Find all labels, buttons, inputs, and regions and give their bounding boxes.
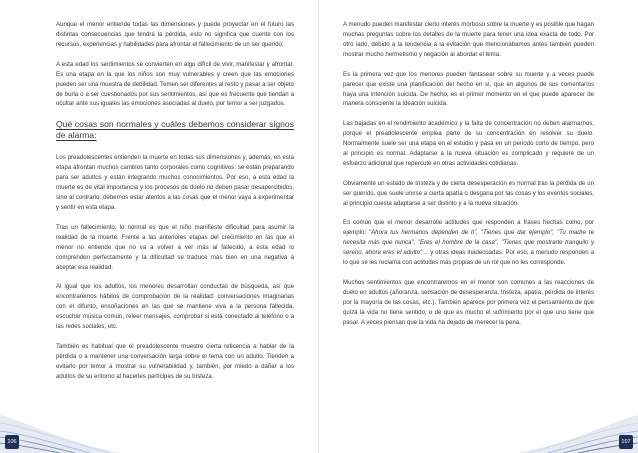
- section-heading: Qué cosas son normales y cuáles debemos considerar signos de alarma:: [56, 119, 294, 141]
- right-paragraph-2: Es la primera vez que los menores pueden fantasear sobre su muerte y a veces puede parecer que existe una planificación del hecho en sí, que en algunos de sus comentarios haya una intención suicida. De hecho, es el primer momento en el que puede aparecer de manera consciente la ideación suicida.: [343, 70, 594, 108]
- page-number-right: 107: [619, 435, 633, 449]
- wave-decoration-left: [0, 393, 130, 453]
- page-number-left: 106: [5, 435, 19, 449]
- left-paragraph-3: Los preadolescentes entienden la muerte en todas sus dimensiones y, además, en esta etapa afrontan muchos cambios tanto corporales como cognitivos: se están preparando para ser adultos y están integrando muchos conocimientos. Por eso, a esta edad la muerte es de vital importancia y los procesos de duelo no deben pasar desapercibidos, sino al contrario: debemos estar atentos a las cosas que el menor vaya a experimentar y sentir en esta etapa.: [56, 154, 294, 211]
- left-paragraph-4: Tras un fallecimiento, lo normal es que el niño manifieste dificultad para asumir la realidad de la muerte. Frente a las anteriores etapas del crecimiento en las que el menor no entiende que no va a volver a ver más al fallecido, a esta edad lo comprenden perfectamente y la dificultad se traduce más bien en una negativa a aceptar esa realidad.: [56, 223, 294, 271]
- right-page: [319, 0, 638, 453]
- right-paragraph-5: [343, 218, 594, 268]
- p5-quotes: "Ahora tus hermanos dependen de ti", "Tienes que dar ejemplo", "Tu madre te necesita más que nunca", "Eres el hombre de la casa", "Tienes que mostrarte tranquilo y sereno, ahora eres el adulto"…: [343, 229, 594, 257]
- right-paragraph-4: Obviamente un estado de tristeza y de cierta desesperación es normal tras la pérdida de un ser querido, que suele unirse a cierta apatía o desgana por las cosas y los eventos sociales, al principio cuesta adaptarse a ser distinto y a la nueva situación.: [343, 179, 594, 207]
- p5-intro: Es común que el menor desarrolle actitudes que responden a frases hechas como, por ejemplo:: [343, 219, 594, 237]
- left-paragraph-5: Al igual que los adultos, los menores desarrollan conductas de búsqueda, así que encontraremos hábitos de comprobación de la realidad: conversaciones imaginarias con el difunto, ensoñaciones en las que se mantiene viva a la persona fallecida, escuchar música común, releer mensajes, comprobar si está conectado al teléfono o a las redes sociales, etc.: [56, 283, 294, 331]
- left-text-column: [56, 20, 294, 391]
- left-paragraph-2: A esta edad los sentimientos se convierten en algo difícil de vivir, manifestar y afrontar. Es una etapa en la que los niños son muy vulnerables y creen que las emociones pueden ser una muestra de debilidad. Temen ser diferentes al resto y pasar a ser objeto de burla o a ser cuestionados por sus sentimientos, así que es frecuente que tiendan a ocultar ante sus iguales las emociones asociadas al duelo, por temor a ser juzgados.: [56, 60, 294, 108]
- right-paragraph-1: A menudo pueden manifestar cierto interés morboso sobre la muerte y es posible que hagan muchas preguntas sobre los detalles de la muerte para tener una idea exacta de todo. Por otro lado, debido a la tendencia a la evitación que mencionábamos antes también pueden mostrar mucho hermetismo y negación al abordar el tema.: [343, 21, 594, 58]
- left-paragraph-6: También es habitual que el preadolescente muestre cierta reticencia a hablar de la pérdida o a mantener una conversación larga sobre el tema con un adulto. Tienden a evitarlo por temor a mostrar su vulnerabilidad y, también, por miedo a dañar a los adultos de su entorno al hacerles partícipes de su tristeza.: [56, 342, 294, 380]
- right-text-column: [343, 20, 594, 338]
- right-paragraph-3: Las bajadas en el rendimiento académico y la falta de concentración no deben alarmarnos, porque el preadolescente emplea parte de su concentración en resolver su duelo. Normalmente suele ser una etapa en el estudio y pasa en un periodo corto de tiempo, pero al principio es normal. Adaptarse a la nueva situación es complicado y requiere de un esfuerzo adicional que repercute en otras actividades cotidianas.: [343, 120, 594, 168]
- right-paragraph-6: Muchos sentimientos que encontraremos en el menor son comunes a las reacciones de duelo en adultos (añoranza, sensación de desesperanza, tristeza, apatía, pérdida de interés por la mayoría de las cosas, etc.). También aparece por primera vez el pensamiento de que quizá la vida no tiene sentido, o de que es mucho el sufrimiento por el que uno tiene que pasar. A veces piensan que la vida ha dejado de merecer la pena.: [343, 279, 594, 326]
- p5-outro: y otras ideas inadecuadas. Por eso, a menudo responden a lo que se les reclama con actitudes más propias de un rol que no les corresponde.: [343, 249, 595, 267]
- left-paragraph-1: Aunque el menor entiende todas las dimensiones y puede proyectar en el futuro las distintas consecuencias que tendrá la pérdida, esto no significa que cuente con los recursos, experiencias y habilidades para afrontar el fallecimiento de un ser querido.: [56, 21, 294, 48]
